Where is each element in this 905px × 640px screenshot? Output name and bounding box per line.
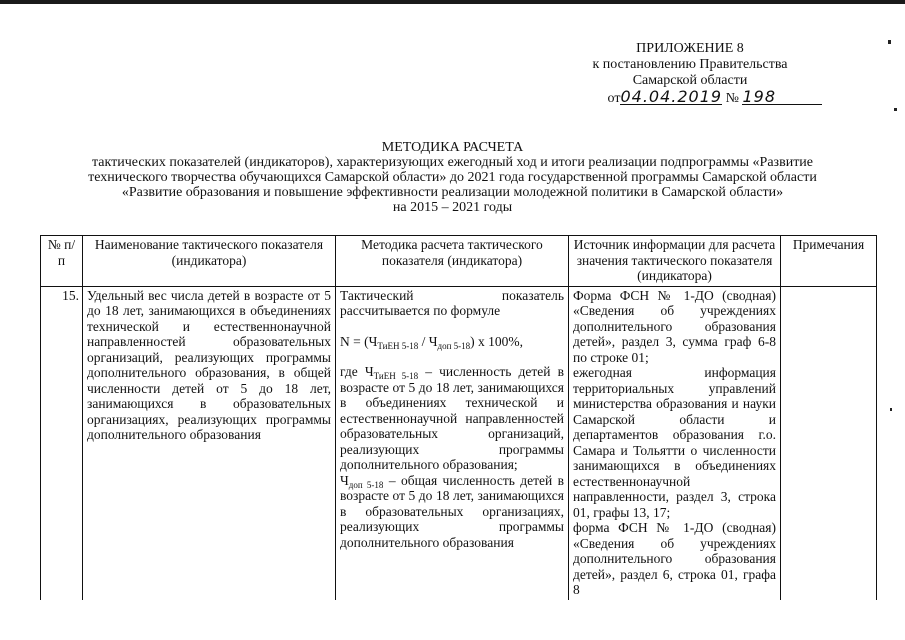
source-annual-info: ежегодная информация территориальных управлений министерства образования и науки Самарской области и департаментов образования г.о. Самара и Тольятти о численности занимающихся в объединениях естественнонаучной направленности, раздел 3, строка 01, графы 13, 17; (573, 365, 776, 520)
row-indicator-name: Удельный вес числа детей в возрасте от 5 до 18 лет, занимающихся в объединениях технической и естественнонаучной направленностей образовательных организаций, реализующих программы дополнительного образования, в общей численности детей от 5 до 18 лет, занимающихся в образовательных организациях, реализующих программы дополнительного образования (83, 286, 336, 600)
method-formula: $N = (Ч_{ТиЕН 5-18} / Ч_{доп 5-18})$ x 100%, (340, 333, 524, 351)
method-total: $Ч_{доп 5-18}$ – общая численность детей в возрасте от 5 до 18 лет, занимающихся в образовательных организациях, реализующих программы дополнительного образования (340, 472, 564, 550)
indicator-table (40, 235, 877, 600)
handwritten-date: 04.04.2019 (620, 87, 723, 106)
appendix-resolution: к постановлению Правительства (592, 57, 788, 72)
title-line: на 2015 – 2021 годы (392, 200, 513, 215)
scan-mark (888, 40, 891, 44)
title-line: тактических показателей (индикаторов), характеризующих ежегодный ход и итоги реализации подпрограммы «Развитие (91, 155, 814, 170)
row-source (569, 286, 781, 600)
source-form-1: Форма ФСН № 1-ДО (сводная) «Сведения об учреждениях дополнительного образования детей», раздел 3, сумма граф 6-8 по строке 01; (573, 287, 776, 365)
row-method (336, 286, 569, 600)
header-source: Источник информации для расчета значения тактического показателя (индикатора) (569, 236, 781, 287)
appendix-title: ПРИЛОЖЕНИЕ 8 (636, 41, 744, 56)
row-number: 15. (41, 286, 83, 600)
appendix-header (560, 41, 820, 107)
number-prefix: № (725, 91, 739, 106)
appendix-region: Самарской области (632, 73, 748, 88)
table-row (41, 286, 877, 600)
handwritten-number: 198 (742, 89, 822, 105)
document-title (0, 140, 905, 215)
scan-mark (890, 408, 892, 411)
row-note (781, 286, 877, 600)
title-heading: МЕТОДИКА РАСЧЕТА (381, 140, 524, 155)
title-line: «Развитие образования и повышение эффективности реализации молодежной политики в Самарской области» (121, 185, 784, 200)
scan-mark (894, 108, 897, 111)
appendix-date-row (585, 89, 845, 107)
title-line: технического творчества обучающихся Самарской области» до 2021 года государственной программы Самарской области (88, 170, 817, 185)
method-where: где $Ч_{ТиЕН 5-18}$ – численность детей в возрасте от 5 до 18 лет, занимающихся в объединениях технической и естественнонаучной направленностей образовательных организаций, реализующих программы дополнительного образования; (340, 364, 564, 472)
source-form-2: форма ФСН № 1-ДО (сводная) «Сведения об учреждениях дополнительного образования детей», раздел 6, строка 01, графа 8 (573, 520, 776, 597)
scan-top-edge (0, 0, 905, 4)
date-prefix: от (607, 91, 621, 106)
method-intro: Тактический показатель рассчитывается по формуле (340, 287, 564, 318)
header-num: № п/п (41, 236, 83, 287)
header-note: Примечания (781, 236, 877, 287)
table-header-row (41, 236, 877, 287)
header-name: Наименование тактического показателя (индикатора) (83, 236, 336, 287)
header-method: Методика расчета тактического показателя (индикатора) (336, 236, 569, 287)
